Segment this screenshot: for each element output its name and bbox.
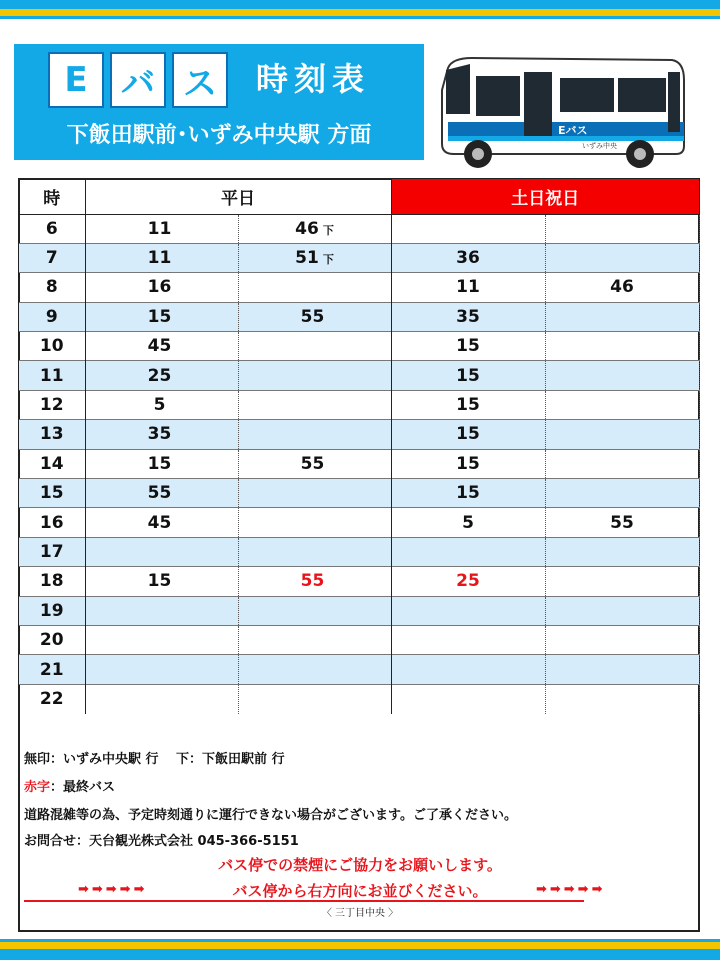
minute-value: 51 (295, 248, 319, 269)
hour-cell (19, 361, 85, 390)
minute-value: 45 (147, 512, 172, 533)
hour-cell (19, 390, 85, 419)
weekday-cell (238, 508, 391, 537)
weekday-cell (238, 625, 391, 654)
logo-char-ba: バ (110, 52, 166, 108)
hour-cell (19, 332, 85, 361)
arrows-left: ➡➡➡➡➡ (78, 882, 148, 897)
hour-cell (19, 655, 85, 684)
minute-value: 15 (147, 306, 172, 327)
minute-value: 12 (39, 395, 64, 416)
weekday-cell (85, 508, 238, 537)
minute-value: 15 (456, 395, 480, 416)
weekday-cell (238, 537, 391, 566)
weekday-cell (85, 361, 238, 390)
weekend-cell (545, 302, 699, 331)
minute-value: 15 (456, 336, 480, 357)
hour-cell (19, 684, 85, 713)
destination-mark: 下 (322, 253, 334, 267)
hour-cell (19, 273, 85, 302)
minute-value: 55 (147, 483, 172, 504)
weekend-cell (545, 655, 699, 684)
weekend-cell (391, 508, 545, 537)
hour-cell (19, 449, 85, 478)
minute-value: 11 (39, 365, 64, 386)
hour-cell (19, 508, 85, 537)
minute-value: 15 (147, 453, 172, 474)
minute-value: 25 (456, 571, 480, 592)
minute-value: 55 (300, 571, 325, 592)
minute-value: 15 (456, 365, 480, 386)
minute-value: 35 (147, 424, 172, 445)
bus-windshield (446, 64, 470, 114)
weekday-cell (238, 420, 391, 449)
weekend-cell (391, 537, 545, 566)
red-desc: ：最終バス (50, 780, 116, 795)
minute-value: 15 (456, 483, 480, 504)
red-label: 赤字 (24, 780, 51, 795)
weekend-cell (545, 243, 699, 272)
weekday-cell (238, 655, 391, 684)
weekend-cell (391, 420, 545, 449)
table-row (19, 508, 699, 537)
weekend-cell (391, 684, 545, 713)
weekend-cell (545, 684, 699, 713)
minute-value: 46 (610, 277, 634, 298)
weekday-cell (238, 273, 391, 302)
weekend-cell (545, 567, 699, 596)
weekday-cell (85, 537, 238, 566)
table-row (19, 273, 699, 302)
minute-value: 15 (456, 424, 480, 445)
weekend-cell (545, 508, 699, 537)
minute-value: 5 (462, 512, 474, 533)
minute-value: 20 (39, 630, 64, 651)
weekend-cell (391, 390, 545, 419)
weekday-cell (238, 332, 391, 361)
timetable-header-row (19, 179, 699, 214)
table-row (19, 302, 699, 331)
minute-value: 16 (39, 512, 64, 533)
weekday-cell (85, 449, 238, 478)
weekday-cell (238, 449, 391, 478)
minute-value: 9 (45, 306, 58, 327)
weekend-cell (545, 361, 699, 390)
bus-window (476, 76, 520, 116)
logo-char-e: E (48, 52, 104, 108)
weekend-cell (391, 332, 545, 361)
delay-note: 道路混雑等の為、予定時刻通りに運行できない場合がございます。ご了承ください。 (24, 808, 517, 823)
weekday-column-header: 平日 (85, 179, 391, 214)
weekday-cell (238, 302, 391, 331)
weekday-cell (85, 655, 238, 684)
minute-value: 45 (147, 336, 172, 357)
weekday-cell (238, 479, 391, 508)
no-smoking-note: バス停での禁煙にご協力をお願いします。 (218, 856, 502, 874)
top-stripe-blue (0, 0, 720, 9)
weekend-cell (391, 655, 545, 684)
table-row (19, 537, 699, 566)
bus-window (560, 78, 614, 112)
minute-value: 11 (147, 248, 172, 269)
minute-value: 36 (456, 248, 480, 269)
table-row (19, 567, 699, 596)
table-row (19, 361, 699, 390)
weekday-cell (238, 684, 391, 713)
minute-value: 14 (39, 453, 64, 474)
bus-route-sign: いずみ中央 (582, 142, 617, 150)
weekend-cell (545, 420, 699, 449)
hour-cell (19, 479, 85, 508)
hour-cell (19, 214, 85, 243)
minute-value: 15 (456, 453, 480, 474)
weekday-cell (238, 567, 391, 596)
table-row (19, 420, 699, 449)
weekday-cell (238, 390, 391, 419)
hour-cell (19, 302, 85, 331)
queue-note: バス停から右方向にお並びください。 (232, 882, 488, 900)
weekend-cell (391, 449, 545, 478)
table-row (19, 332, 699, 361)
bus-window (618, 78, 666, 112)
bus-logo-text: Eバス (558, 124, 588, 137)
table-row (19, 390, 699, 419)
weekday-cell (85, 420, 238, 449)
minute-value: 15 (147, 571, 172, 592)
table-row (19, 243, 699, 272)
table-row (19, 655, 699, 684)
minute-value: 11 (456, 277, 480, 298)
minute-value: 13 (39, 424, 64, 445)
legend-note: 無印：いずみ中央駅 行 下：下飯田駅前 行 (24, 752, 285, 767)
table-row (19, 214, 699, 243)
bus-front-hub (472, 148, 484, 160)
queue-underline (24, 900, 584, 902)
weekend-cell (545, 390, 699, 419)
weekday-cell (85, 596, 238, 625)
weekend-cell (391, 361, 545, 390)
timetable-header (14, 44, 424, 160)
minute-value: 55 (300, 453, 325, 474)
bus-rear-window (668, 72, 680, 132)
weekend-cell (545, 332, 699, 361)
weekend-cell (545, 537, 699, 566)
weekday-cell (85, 273, 238, 302)
bus-door (524, 72, 552, 136)
top-stripe-blue-thin (0, 16, 720, 19)
weekend-cell (545, 449, 699, 478)
last-bus-note (24, 776, 115, 795)
top-stripe-yellow (0, 9, 720, 16)
destination-mark: 下 (322, 223, 334, 237)
minute-value: 6 (45, 218, 58, 239)
weekend-cell (391, 243, 545, 272)
minute-value: 8 (45, 277, 58, 298)
hour-cell (19, 537, 85, 566)
weekday-cell (85, 390, 238, 419)
weekend-cell (391, 273, 545, 302)
minute-value: 5 (153, 395, 166, 416)
page-title: 時刻表 (256, 60, 371, 98)
weekday-cell (85, 479, 238, 508)
minute-value: 15 (39, 483, 64, 504)
table-row (19, 684, 699, 713)
minute-value: 16 (147, 277, 172, 298)
weekday-cell (85, 567, 238, 596)
weekday-cell (85, 332, 238, 361)
minute-value: 55 (300, 306, 325, 327)
weekday-cell (238, 214, 391, 243)
minute-value: 21 (39, 659, 64, 680)
table-row (19, 596, 699, 625)
weekday-cell (238, 243, 391, 272)
weekday-cell (85, 302, 238, 331)
weekend-cell (545, 479, 699, 508)
minute-value: 10 (39, 336, 64, 357)
table-row (19, 625, 699, 654)
logo-char-su: ス (172, 52, 228, 108)
minute-value: 25 (147, 365, 172, 386)
minute-value: 7 (45, 248, 58, 269)
direction-label: 下飯田駅前･いずみ中央駅 方面 (66, 123, 372, 148)
table-row (19, 479, 699, 508)
hour-column-header: 時 (19, 179, 85, 214)
weekend-cell (391, 625, 545, 654)
arrows-right: ➡➡➡➡➡ (536, 882, 606, 897)
hour-cell (19, 420, 85, 449)
bottom-stripe-blue (0, 949, 720, 960)
weekday-cell (85, 243, 238, 272)
hour-cell (19, 596, 85, 625)
weekend-cell (391, 479, 545, 508)
minute-value: 46 (295, 218, 319, 239)
weekend-column-header: 土日祝日 (391, 179, 699, 214)
weekend-cell (391, 567, 545, 596)
weekday-cell (85, 684, 238, 713)
weekday-cell (238, 361, 391, 390)
minute-value: 11 (147, 218, 172, 239)
bus-illustration (432, 50, 694, 172)
weekend-cell (545, 625, 699, 654)
timetable (19, 179, 700, 714)
weekend-cell (545, 596, 699, 625)
weekday-cell (85, 214, 238, 243)
minute-value: 35 (456, 306, 480, 327)
minute-value: 19 (39, 600, 64, 621)
stop-name: 〈 三丁目中央 〉 (321, 908, 399, 919)
hour-cell (19, 567, 85, 596)
weekday-cell (238, 596, 391, 625)
minute-value: 17 (39, 541, 64, 562)
hour-cell (19, 243, 85, 272)
bus-rear-hub (634, 148, 646, 160)
minute-value: 18 (39, 571, 64, 592)
minute-value: 55 (610, 512, 634, 533)
hour-cell (19, 625, 85, 654)
weekend-cell (391, 214, 545, 243)
contact-note: お問合せ：天台観光株式会社 045-366-5151 (24, 834, 299, 849)
minute-value: 22 (39, 689, 64, 710)
weekend-cell (391, 302, 545, 331)
bottom-stripe-yellow (0, 942, 720, 949)
table-row (19, 449, 699, 478)
weekend-cell (545, 214, 699, 243)
weekday-cell (85, 625, 238, 654)
weekend-cell (391, 596, 545, 625)
weekend-cell (545, 273, 699, 302)
